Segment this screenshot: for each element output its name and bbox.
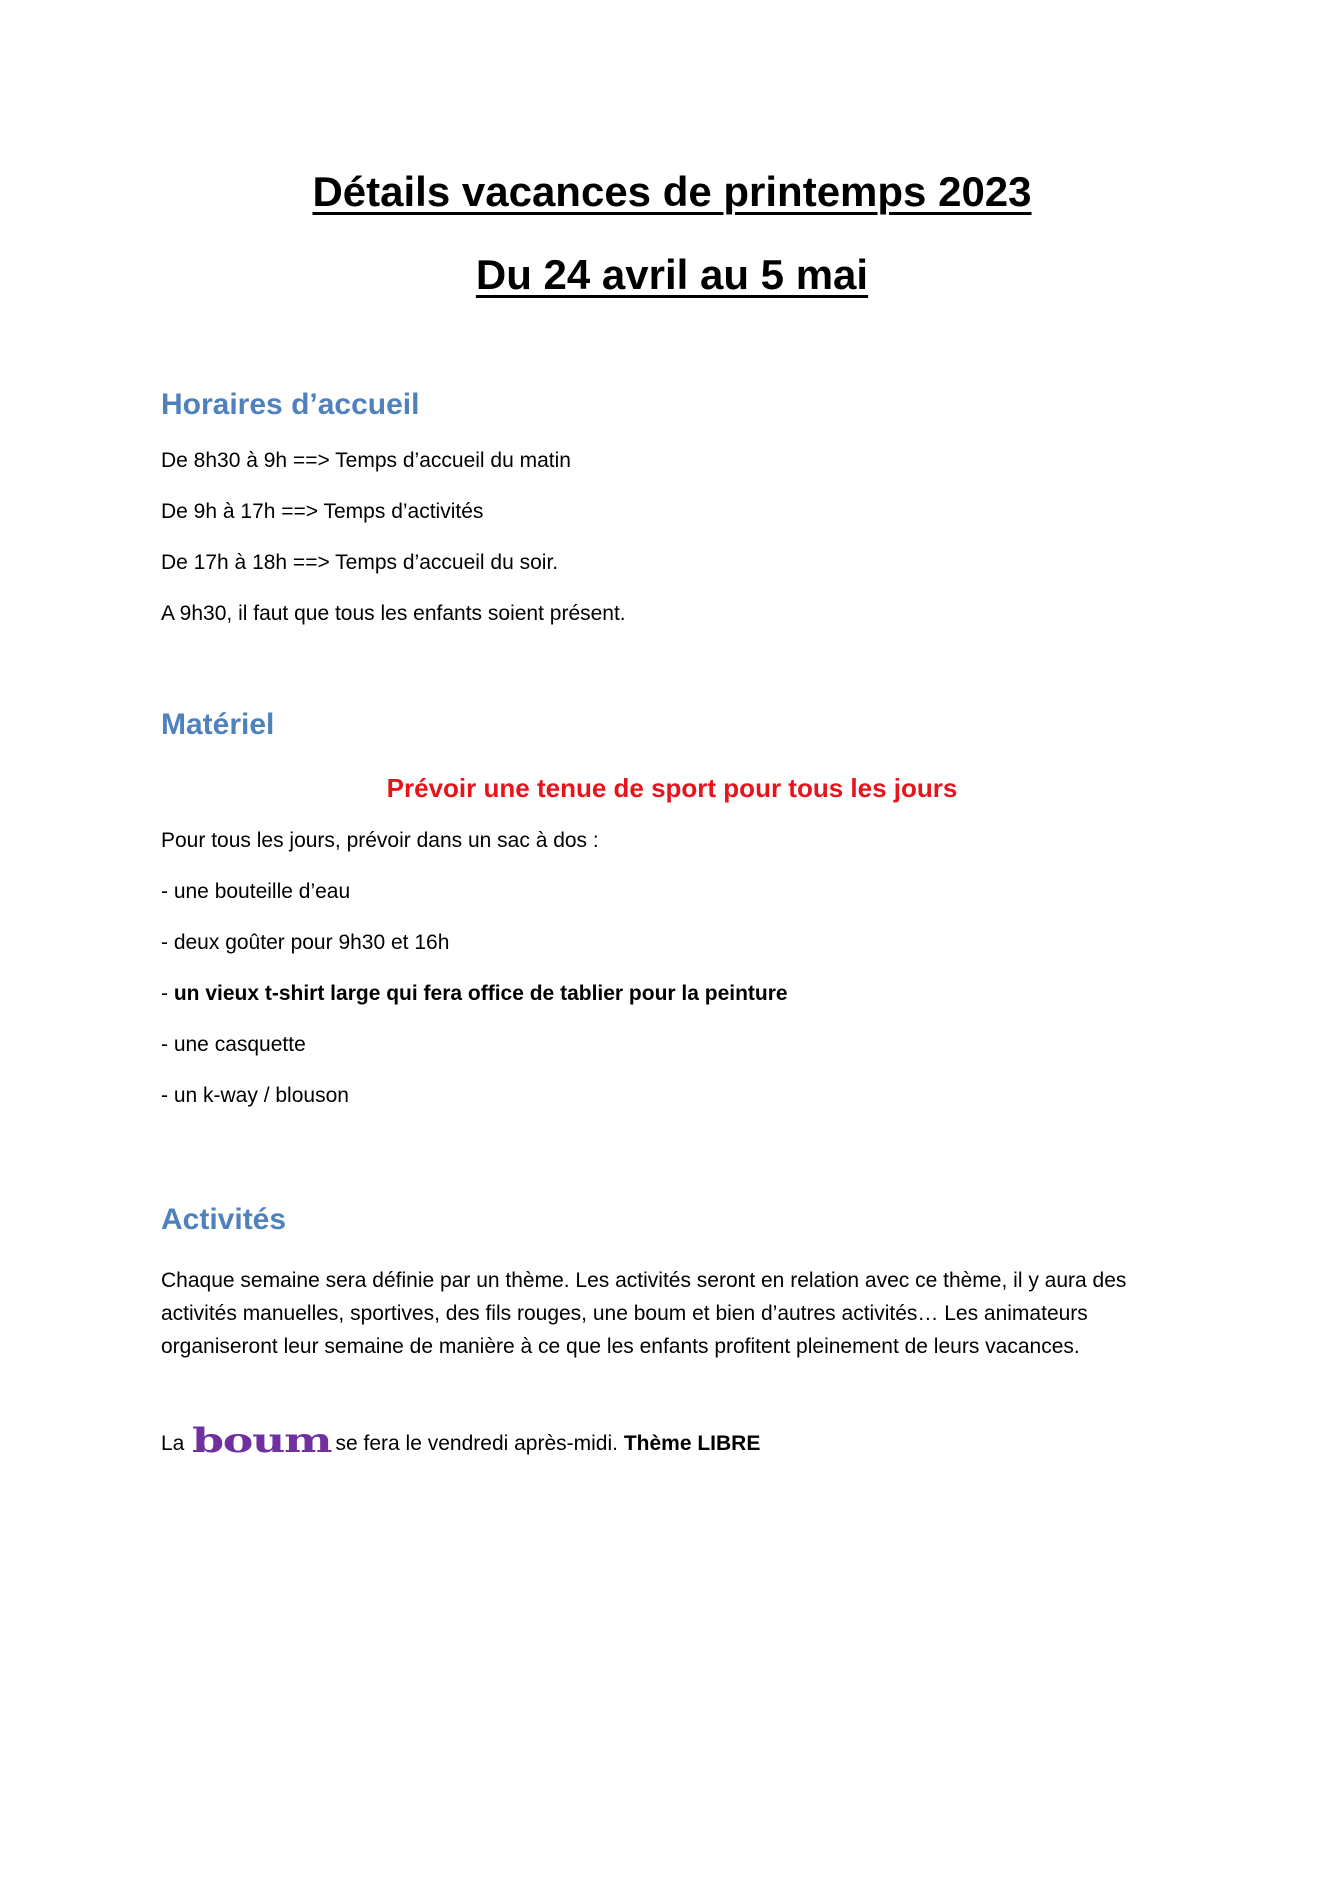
materiel-item-2: - deux goûter pour 9h30 et 16h <box>161 931 450 954</box>
boum-line <box>161 1421 761 1462</box>
materiel-item-3-text: un vieux t-shirt large qui fera office de tablier pour la peinture <box>173 982 788 1005</box>
boum-theme: Thème LIBRE <box>623 1432 761 1455</box>
sport-outfit-callout: Prévoir une tenue de sport pour tous les jours <box>386 773 958 803</box>
horaire-line-3: De 17h à 18h ==> Temps d’accueil du soir. <box>161 551 559 574</box>
document-title <box>0 167 1344 217</box>
document-subtitle-text: Du 24 avril au 5 mai <box>475 251 869 298</box>
horaire-line-4: A 9h30, il faut que tous les enfants soient présent. <box>161 602 626 625</box>
document-subtitle <box>0 250 1344 300</box>
horaire-line-1: De 8h30 à 9h ==> Temps d’accueil du matin <box>161 449 571 472</box>
document-title-text: Détails vacances de printemps 2023 <box>312 168 1032 215</box>
boum-prefix: La <box>161 1432 185 1455</box>
horaire-line-2: De 9h à 17h ==> Temps d’activités <box>161 500 484 523</box>
materiel-item-1: - une bouteille d’eau <box>161 880 351 903</box>
heading-horaires: Horaires d’accueil <box>161 388 420 421</box>
heading-activites: Activités <box>161 1203 287 1236</box>
boum-suffix: se fera le vendredi après-midi. <box>335 1432 618 1455</box>
materiel-item-3-prefix: - <box>161 982 174 1005</box>
materiel-item-3 <box>161 980 788 1008</box>
materiel-intro: Pour tous les jours, prévoir dans un sac à dos : <box>161 829 599 852</box>
materiel-item-5: - un k-way / blouson <box>161 1084 349 1107</box>
boum-word: boum <box>192 1421 332 1461</box>
materiel-item-4: - une casquette <box>161 1033 306 1056</box>
heading-materiel: Matériel <box>161 708 275 741</box>
activites-paragraph: Chaque semaine sera définie par un thème. Les activités seront en relation avec ce thème, il y aura des activités manuelles, sportives, des fils rouges, une boum et bien d’autres activités… Les animateurs organiseront leur semaine de manière à ce que les enfants profitent pleinement de leurs vacances. <box>161 1269 1127 1358</box>
